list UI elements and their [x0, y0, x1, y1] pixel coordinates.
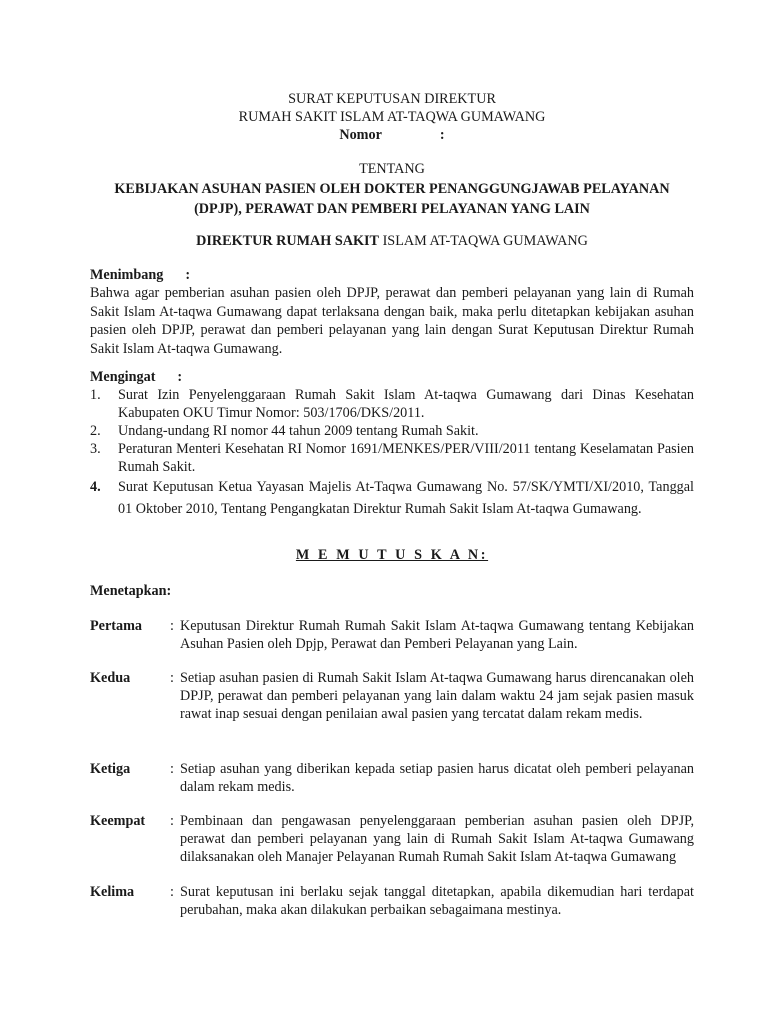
header-line-1: SURAT KEPUTUSAN DIREKTUR — [288, 91, 496, 107]
list-text: Surat Izin Penyelenggaraan Rumah Sakit Islam At-taqwa Gumawang dari Dinas Kesehatan Kabupaten OKU Timur Nomor: 503/1706/DKS/2011. — [118, 387, 694, 421]
policy-title-line-1: KEBIJAKAN ASUHAN PASIEN OLEH DOKTER PENANGGUNGJAWAB PELAYANAN — [114, 181, 670, 197]
tentang-section — [90, 160, 694, 220]
tentang-label: TENTANG — [359, 161, 425, 177]
menimbang-colon: : — [185, 267, 191, 283]
decision-label: Ketiga — [90, 761, 131, 777]
decision-colon: : — [170, 813, 174, 829]
nomor-colon: : — [439, 127, 445, 143]
decision-colon: : — [170, 761, 174, 777]
menimbang-paragraph: Bahwa agar pemberian asuhan pasien oleh DPJP, perawat dan pemberi pelayanan yang lain di Rumah Sakit Islam At-taqwa Gumawang dapat terlaksana dengan baik, maka perlu ditetapkan kebijakan asuhan pasien oleh DPJP, perawat dan pemberi pelayanan yang lain dengan Surat Keputusan Direktur Rumah Sakit Islam At-taqwa Gumawang. — [90, 285, 694, 357]
menimbang-label: Menimbang — [90, 267, 164, 283]
mengingat-list — [90, 386, 694, 520]
decision-label: Keempat — [90, 813, 146, 829]
header-line-2: RUMAH SAKIT ISLAM AT-TAQWA GUMAWANG — [238, 109, 546, 125]
list-number: 3. — [90, 441, 101, 457]
mengingat-heading — [90, 368, 694, 386]
decision-text: Pembinaan dan pengawasan penyelenggaraan pemberian asuhan pasien oleh DPJP, perawat dan pemberi pelayanan yang lain di Rumah Sakit Islam At-taqwa Gumawang dilaksanakan oleh Manajer Pelayanan Rumah Rumah Sakit Islam At-taqwa Gumawang — [180, 813, 694, 865]
decision-row — [90, 617, 694, 653]
menimbang-heading — [90, 266, 694, 284]
menetapkan-heading: Menetapkan: — [90, 583, 172, 599]
list-text: Peraturan Menteri Kesehatan RI Nomor 1691/MENKES/PER/VIII/2011 tentang Keselamatan Pasien Rumah Sakit. — [118, 441, 694, 475]
nomor-label: Nomor — [339, 127, 382, 143]
decision-text: Keputusan Direktur Rumah Rumah Sakit Islam At-taqwa Gumawang tentang Kebijakan Asuhan Pasien oleh Dpjp, Perawat dan Pemberi Pelayanan yang Lain. — [180, 618, 694, 652]
decision-row — [90, 812, 694, 866]
decision-row — [90, 669, 694, 723]
decision-label: Kedua — [90, 670, 131, 686]
list-item — [90, 440, 694, 476]
list-number: 1. — [90, 387, 101, 403]
mengingat-colon: : — [177, 369, 183, 385]
decision-label: Kelima — [90, 884, 135, 900]
direktur-bold: DIREKTUR RUMAH SAKIT — [196, 233, 380, 249]
nomor-line — [90, 126, 694, 144]
direktur-rest: ISLAM AT-TAQWA GUMAWANG — [379, 233, 588, 249]
decision-row — [90, 760, 694, 796]
list-number: 2. — [90, 423, 101, 439]
list-number: 4. — [90, 479, 101, 495]
decision-colon: : — [170, 670, 174, 686]
memutuskan-heading: M E M U T U S K A N: — [295, 547, 489, 563]
mengingat-label: Mengingat — [90, 369, 156, 385]
list-text: Undang-undang RI nomor 44 tahun 2009 tentang Rumah Sakit. — [118, 423, 479, 439]
letter-header — [90, 90, 694, 144]
decision-label: Pertama — [90, 618, 142, 634]
decision-row — [90, 883, 694, 919]
list-item — [90, 422, 694, 440]
decision-text: Setiap asuhan pasien di Rumah Sakit Islam At-taqwa Gumawang harus direncanakan oleh DPJP, perawat dan pemberi pelayanan yang lain dalam waktu 24 jam sejak pasien masuk rawat inap sesuai dengan penilaian awal pasien yang tercatat dalam rekam medis. — [180, 670, 694, 722]
decision-colon: : — [170, 884, 174, 900]
decision-text: Surat keputusan ini berlaku sejak tanggal ditetapkan, apabila dikemudian hari terdapat perubahan, maka akan dilakukan perbaikan sebagaimana mestinya. — [180, 884, 694, 918]
list-item — [90, 386, 694, 422]
decision-text: Setiap asuhan yang diberikan kepada setiap pasien harus dicatat oleh pemberi pelayanan dalam rekam medis. — [180, 761, 694, 795]
direktur-heading — [90, 232, 694, 250]
decision-colon: : — [170, 618, 174, 634]
list-item — [90, 476, 694, 520]
list-text: Surat Keputusan Ketua Yayasan Majelis At-Taqwa Gumawang No. 57/SK/YMTI/XI/2010, Tanggal 01 Oktober 2010, Tentang Pengangkatan Direktur Rumah Sakit Islam At-taqwa Gumawang. — [118, 479, 694, 517]
policy-title-line-2: (DPJP), PERAWAT DAN PEMBERI PELAYANAN YANG LAIN — [194, 201, 590, 217]
